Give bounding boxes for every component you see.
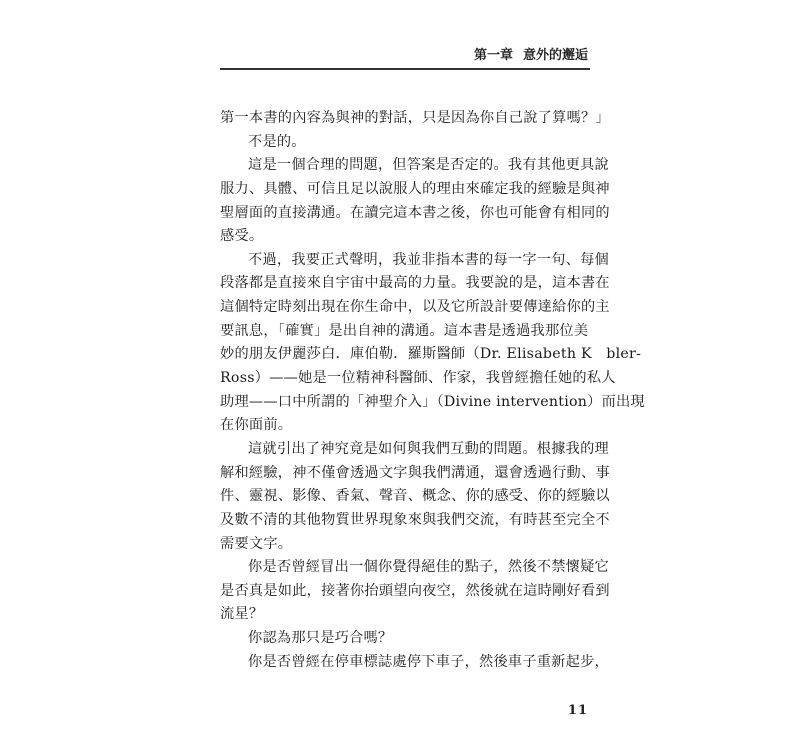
text-line: 不是的。 bbox=[248, 133, 306, 150]
text-line: 不過，我要正式聲明，我並非指本書的每一字一句、每個 bbox=[248, 251, 609, 268]
text-line: Ross）——她是一位精神科醫師、作家，我曾經擔任她的私人 bbox=[220, 370, 616, 387]
text-line: 這個特定時刻出現在你生命中，以及它所設計要傳達給你的主 bbox=[220, 299, 610, 316]
page-number: 11 bbox=[567, 703, 588, 718]
text-line: 這是一個合理的問題，但答案是否定的。我有其他更具說 bbox=[248, 157, 609, 174]
text-line: 妙的朋友伊麗莎白．庫伯勒．羅斯醫師（Dr. Elisabeth K bler- bbox=[220, 346, 642, 363]
chapter-title: 意外的邂逅 bbox=[522, 48, 588, 63]
running-head bbox=[0, 44, 588, 63]
chapter-label: 第一章 bbox=[473, 48, 513, 63]
text-line: 及數不清的其他物質世界現象來與我們交流，有時甚至完全不 bbox=[220, 511, 610, 528]
text-line: 流星？ bbox=[220, 606, 264, 623]
text-line: 件、靈視、影像、香氣、聲音、概念、你的感受、你的經驗以 bbox=[220, 488, 610, 505]
text-line: 聖層面的直接溝通。在讀完這本書之後，你也可能會有相同的 bbox=[220, 204, 610, 221]
text-line: 感受。 bbox=[220, 228, 264, 245]
text-line: 段落都是直接來自宇宙中最高的力量。我要說的是，這本書在 bbox=[220, 275, 610, 292]
text-line: 你是否曾經在停車標誌處停下車子，然後車子重新起步， bbox=[248, 653, 609, 670]
body-text bbox=[220, 107, 645, 674]
text-line: 是否真是如此，接著你抬頭望向夜空，然後就在這時剛好看到 bbox=[220, 582, 610, 599]
text-line: 在你面前。 bbox=[220, 417, 293, 434]
header-rule bbox=[220, 68, 590, 70]
text-line: 第一本書的內容為與神的對話，只是因為你自己說了算嗎？」 bbox=[220, 110, 610, 126]
text-line: 這就引出了神究竟是如何與我們互動的問題。根據我的理 bbox=[248, 440, 609, 457]
text-line: 解和經驗，神不僅會透過文字與我們溝通，還會透過行動、事 bbox=[220, 464, 610, 481]
text-line: 服力、具體、可信且足以說服人的理由來確定我的經驗是與神 bbox=[220, 180, 610, 197]
text-line: 你是否曾經冒出一個你覺得絕佳的點子，然後不禁懷疑它 bbox=[248, 559, 609, 576]
text-line: 你認為那只是巧合嗎？ bbox=[248, 630, 393, 647]
text-line: 助理——口中所謂的「神聖介入」（Divine intervention）而出現 bbox=[220, 393, 645, 410]
text-line: 要訊息，「確實」是出自神的溝通。這本書是透過我那位美 bbox=[220, 322, 589, 339]
text-line: 需要文字。 bbox=[220, 535, 293, 552]
